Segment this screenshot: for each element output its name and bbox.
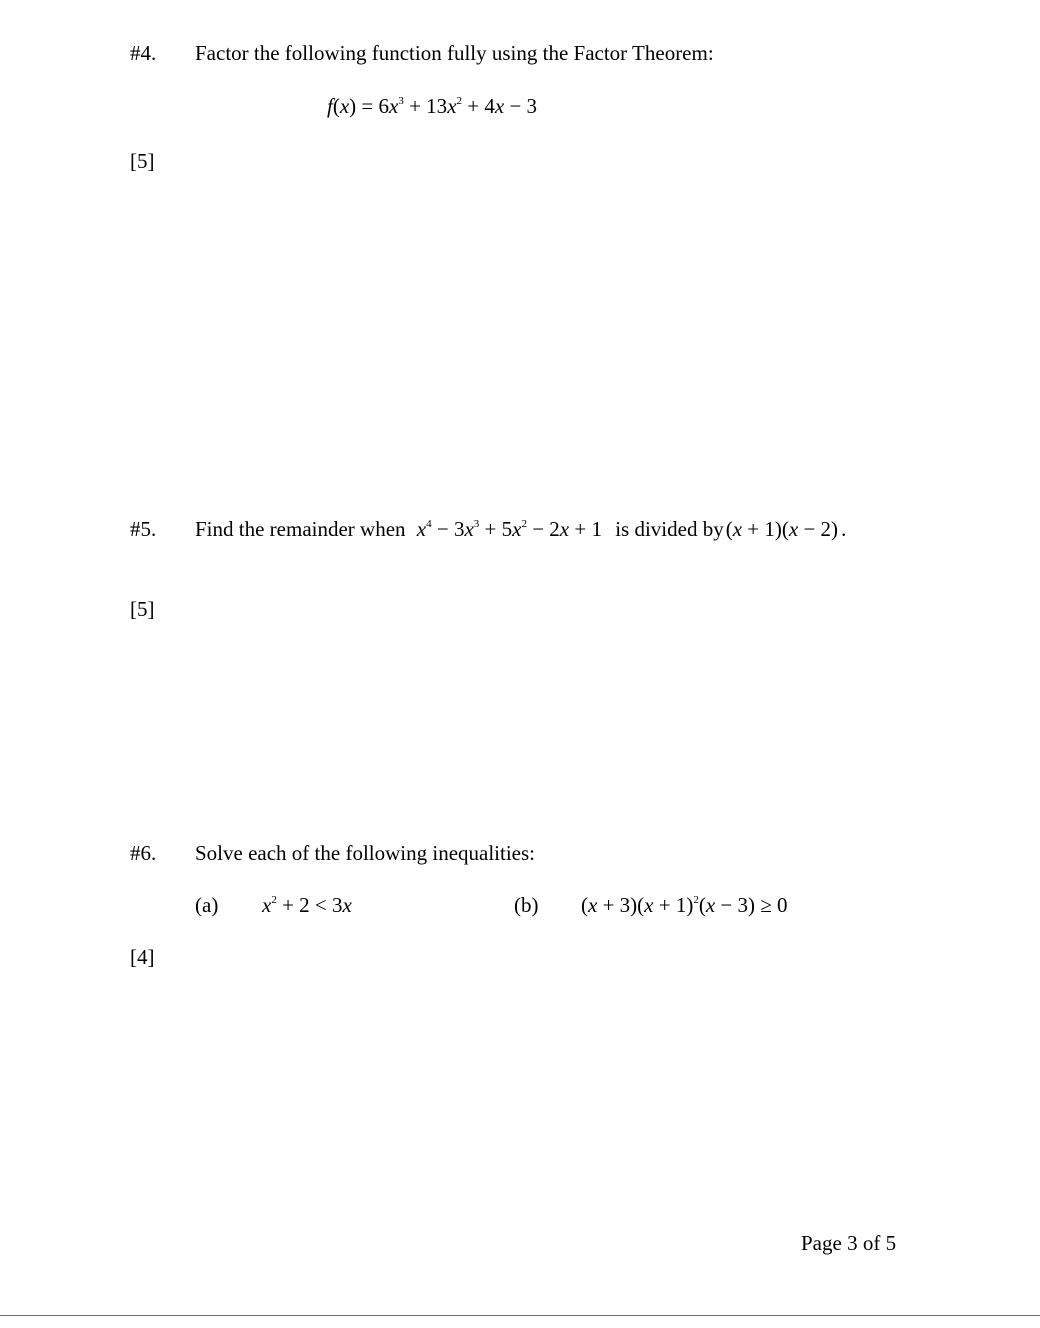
q6-part-a: $x^2 + 2 < 3x$ bbox=[262, 893, 352, 917]
q6-marks: [4] bbox=[130, 945, 155, 969]
q5-line bbox=[195, 519, 846, 540]
q5-marks: [5] bbox=[130, 597, 155, 621]
q4-formula: $f(x) = 6x^3 + 13x^2 + 4x - 3$ bbox=[327, 94, 538, 118]
q6-prompt: Solve each of the following inequalities: bbox=[195, 841, 535, 865]
q5-number: #5. bbox=[130, 517, 157, 541]
q6-part-b-label: (b) bbox=[514, 893, 539, 917]
q6-part-a-label: (a) bbox=[195, 893, 219, 917]
footer-divider bbox=[0, 1315, 1040, 1316]
q5-polynomial: $x^4 - 3x^3 + 5x^2 - 2x + 1$ bbox=[416, 517, 602, 541]
q5-prompt-end: . bbox=[841, 517, 847, 541]
q5-divisor: (x + 1)(x − 2) bbox=[725, 517, 839, 541]
q6-part-b: $(x + 3)(x + 1)^2(x - 3) \ge 0$ bbox=[581, 893, 788, 917]
q6-number: #6. bbox=[130, 841, 157, 865]
page-number: Page 3 of 5 bbox=[801, 1231, 897, 1255]
q4-marks: [5] bbox=[130, 149, 155, 173]
q4-number: #4. bbox=[130, 41, 157, 65]
q4-prompt: Factor the following function fully using the Factor Theorem: bbox=[195, 41, 714, 65]
q5-prompt-start: Find the remainder when bbox=[195, 517, 406, 541]
q5-prompt-mid: is divided by bbox=[615, 517, 724, 541]
